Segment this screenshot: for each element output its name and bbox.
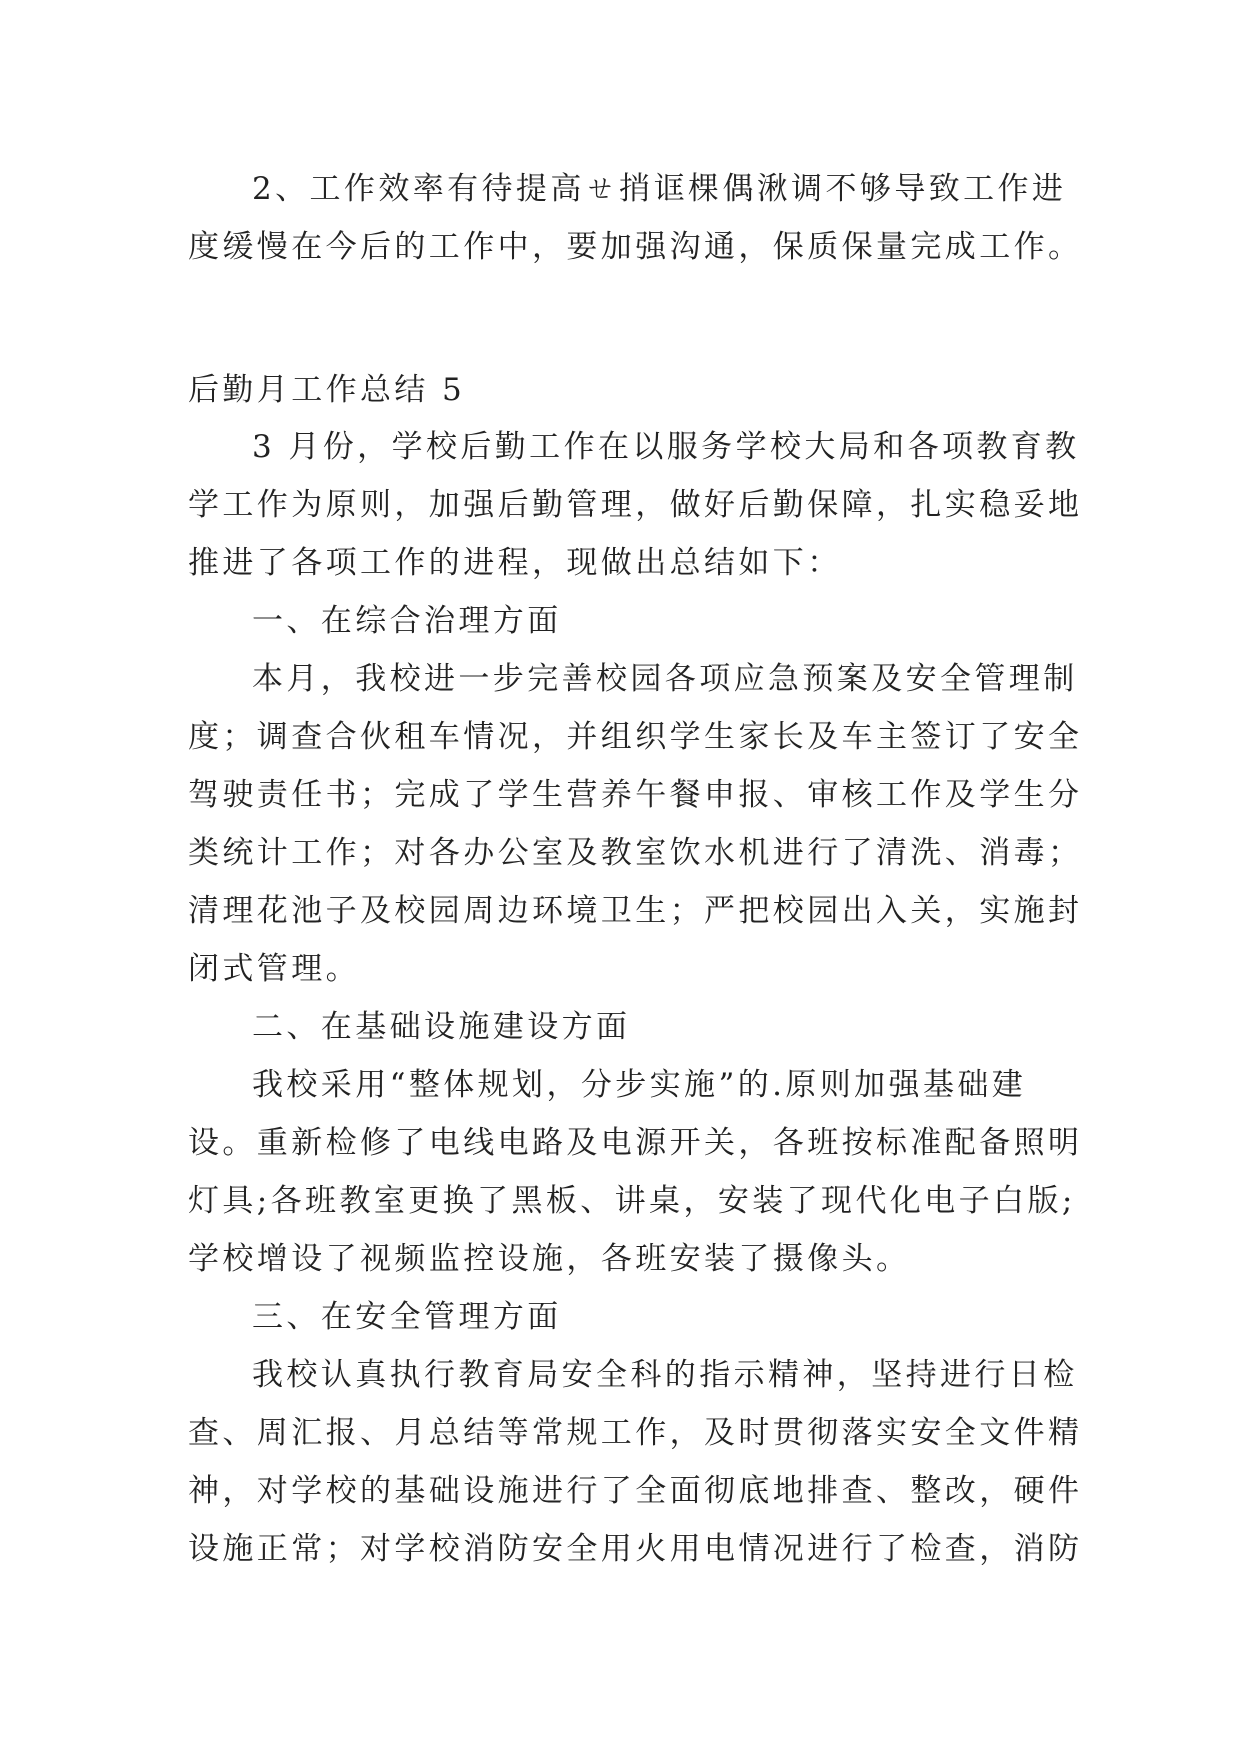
paragraph-line: 查、周汇报、月总结等常规工作，及时贯彻落实安全文件精	[188, 1415, 1083, 1451]
paragraph-line: 2、工作效率有待提高ㄝ捎诓棵偶湫调不够导致工作进	[252, 171, 1067, 207]
paragraph-line: 3 月份，学校后勤工作在以服务学校大局和各项教育教	[252, 429, 1080, 465]
paragraph-line: 神，对学校的基础设施进行了全面彻底地排查、整改，硬件	[188, 1473, 1083, 1509]
paragraph-line: 清理花池子及校园周边环境卫生；严把校园出入关，实施封	[188, 893, 1083, 929]
paragraph-line: 类统计工作；对各办公室及教室饮水机进行了清洗、消毒；	[188, 835, 1083, 871]
paragraph-line: 度缓慢在今后的工作中，要加强沟通，保质保量完成工作。	[188, 229, 1083, 265]
document-body	[188, 160, 1083, 1578]
paragraph-line: 我校采用“整体规划，分步实施”的.原则加强基础建	[252, 1067, 1027, 1103]
paragraph-line: 我校认真执行教育局安全科的指示精神，坚持进行日检	[252, 1357, 1078, 1393]
subheading: 一、在综合治理方面	[252, 603, 562, 639]
paragraph-line: 设。重新检修了电线电路及电源开关，各班按标准配备照明	[188, 1125, 1083, 1161]
paragraph-line: 闭式管理。	[188, 951, 360, 987]
paragraph-line: 学工作为原则，加强后勤管理，做好后勤保障，扎实稳妥地	[188, 487, 1083, 523]
paragraph-line: 驾驶责任书；完成了学生营养午餐申报、审核工作及学生分	[188, 777, 1083, 813]
subheading: 二、在基础设施建设方面	[252, 1009, 631, 1045]
paragraph-line: 设施正常；对学校消防安全用火用电情况进行了检查，消防	[188, 1531, 1083, 1567]
paragraph-line: 本月，我校进一步完善校园各项应急预案及安全管理制	[252, 661, 1078, 697]
section-gap	[188, 276, 1068, 362]
subheading: 三、在安全管理方面	[252, 1299, 562, 1335]
paragraph-line: 学校增设了视频监控设施，各班安装了摄像头。	[188, 1241, 911, 1277]
paragraph-line: 推进了各项工作的进程，现做出总结如下：	[188, 545, 842, 581]
section-title: 后勤月工作总结 5	[188, 372, 466, 408]
paragraph-line: 灯具;各班教室更换了黑板、讲桌，安装了现代化电子白版;	[188, 1183, 1076, 1219]
paragraph-line: 度；调查合伙租车情况，并组织学生家长及车主签订了安全	[188, 719, 1083, 755]
